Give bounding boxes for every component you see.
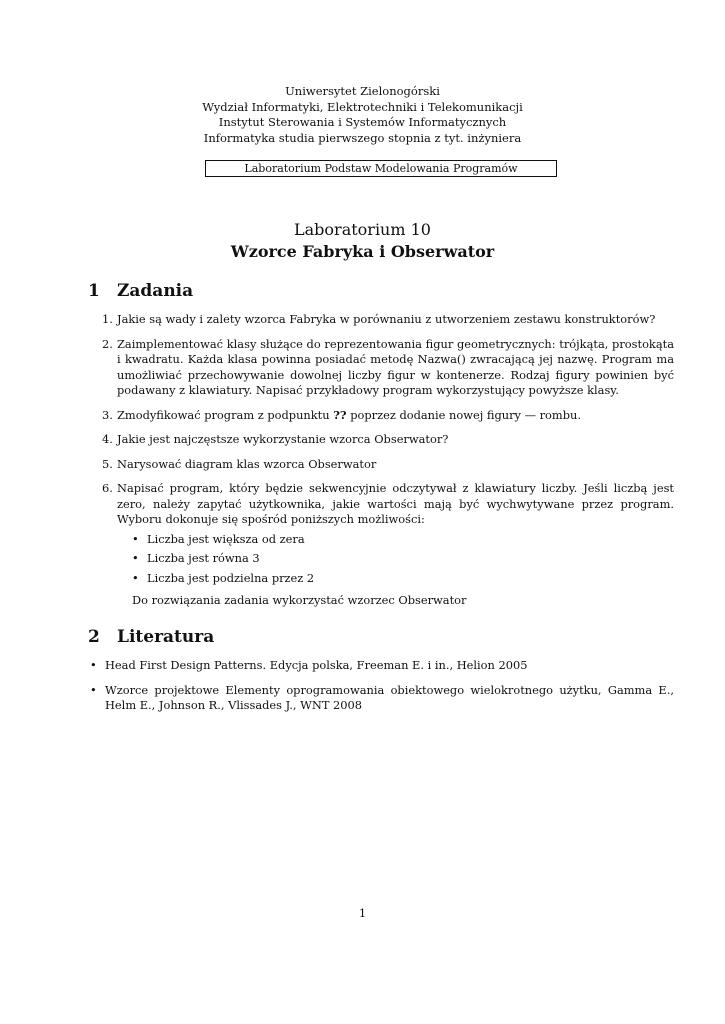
reference-text: Wzorce projektowe Elementy oprogramowania obiektowego wielokrotnego użytku, Gamma E., Helm E., Johnson R., Vlissades J., WNT 2008 — [105, 682, 674, 712]
item-text: poprzez dodanie nowej figury — rombu. — [346, 407, 581, 422]
list-item — [102, 312, 674, 328]
list-item — [102, 457, 674, 473]
bullet-icon: • — [90, 658, 97, 672]
header-line-program: Informatyka studia pierwszego stopnia z tyt. inżyniera — [203, 130, 522, 145]
sub-item-text: Liczba jest większa od zera — [147, 531, 305, 546]
bullet-icon: • — [132, 570, 139, 585]
section-heading-literatura — [88, 627, 214, 647]
item-number: 2. — [102, 336, 113, 351]
university-header — [0, 84, 725, 146]
unresolved-reference: ?? — [333, 407, 347, 422]
section-number: 1 — [88, 281, 100, 301]
page-number: 1 — [358, 906, 367, 920]
lab-topic: Wzorce Fabryka i Obserwator — [230, 242, 495, 261]
header-line-institute: Instytut Sterowania i Systemów Informatycznych — [218, 115, 507, 129]
task-note: Do rozwiązania zadania wykorzystać wzorzec Obserwator — [132, 593, 467, 607]
lab-number: Laboratorium 10 — [294, 220, 431, 239]
item-text: Zaimplementować klasy służące do reprezentowania figur geometrycznych: trójkąta, prostokąta i kwadratu. Każda klasa powinna posiadać metodę Nazwa() zwracającą jej nazwę. Program ma umożliwiać przechowywanie dowolnej liczby figur w kontenerze. Rodzaj figury powinien być podawany z klawiatury. Napisać przykładowy program wykorzystujący powyższe klasy. — [117, 336, 674, 397]
list-item — [90, 683, 674, 714]
sub-list-item — [132, 571, 674, 587]
item-text: Napisać program, który będzie sekwencyjnie odczytywał z klawiatury liczby. Jeśli liczbą jest zero, należy zapytać użytkownika, jakie wartości mają być wychwytywane przez program. Wyboru dokonuje się spośród poniższych możliwości: — [117, 481, 674, 526]
section-title: Literatura — [117, 627, 215, 647]
tasks-list — [102, 312, 674, 618]
document-title — [0, 219, 725, 264]
sub-item-text: Liczba jest podzielna przez 2 — [147, 570, 315, 585]
reference-text: Head First Design Patterns. Edycja polska, Freeman E. i in., Helion 2005 — [105, 658, 528, 672]
section-number: 2 — [88, 627, 100, 647]
item-text: Narysować diagram klas wzorca Obserwator — [117, 456, 377, 471]
item-number: 5. — [102, 456, 113, 471]
sub-list-item — [132, 551, 674, 567]
item-text: Jakie jest najczęstsze wykorzystanie wzorca Obserwator? — [117, 432, 449, 446]
item-text: Jakie są wady i zalety wzorca Fabryka w porównaniu z utworzeniem zestawu konstruktorów? — [117, 312, 656, 326]
sub-list-item — [132, 532, 674, 548]
course-title-box: Laboratorium Podstaw Modelowania Programów — [205, 160, 557, 177]
item-number: 6. — [102, 481, 113, 495]
list-item — [102, 481, 674, 609]
item-number: 1. — [102, 312, 113, 326]
literature-list — [90, 658, 674, 723]
list-item — [102, 337, 674, 399]
bullet-icon: • — [132, 551, 139, 565]
item-number: 3. — [102, 407, 113, 422]
item-number: 4. — [102, 432, 113, 446]
section-heading-zadania — [88, 281, 193, 301]
bullet-icon: • — [90, 682, 97, 697]
list-item — [90, 658, 674, 674]
section-title: Zadania — [117, 281, 194, 301]
sub-item-text: Liczba jest równa 3 — [147, 551, 260, 565]
header-line-faculty: Wydział Informatyki, Elektrotechniki i Telekomunikacji — [202, 99, 523, 114]
list-item — [102, 408, 674, 424]
item-text: Zmodyfikować program z podpunktu — [117, 407, 334, 422]
bullet-icon: • — [132, 531, 139, 546]
header-line-university: Uniwersytet Zielonogórski — [285, 84, 440, 98]
list-item — [102, 432, 674, 448]
